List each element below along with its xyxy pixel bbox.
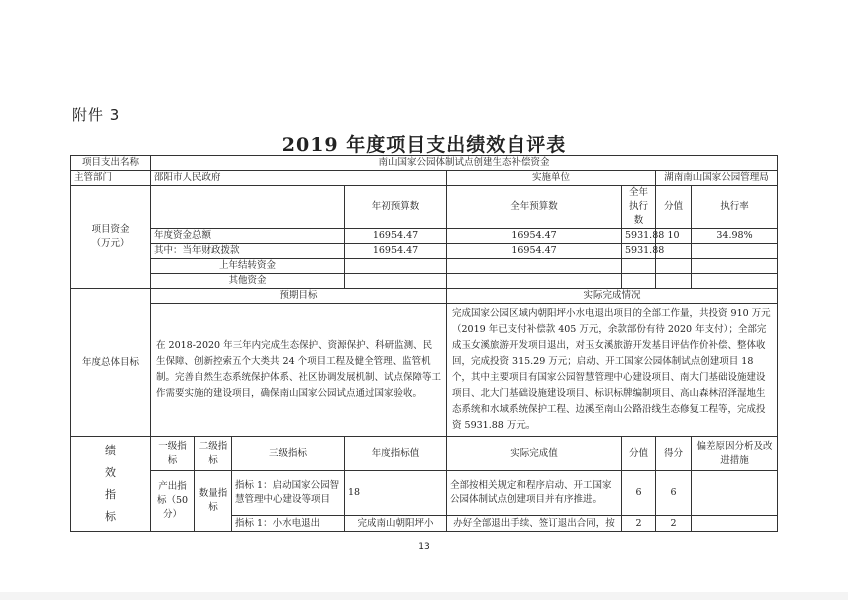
perf-header-target: 年度指标值: [345, 437, 447, 471]
funds-header-annual: 全年预算数: [447, 186, 622, 229]
funds-row-annual: 16954.47: [447, 229, 622, 244]
dept-value: 邵阳市人民政府: [151, 171, 447, 186]
funds-row-rate: [692, 244, 778, 259]
funds-label-line2: （万元）: [91, 238, 130, 249]
evaluation-table: [70, 155, 778, 532]
perf-label-char: 绩: [105, 444, 116, 457]
expected-goal-text: 在 2018-2020 年三年内完成生态保护、资源保护、科研监测、民生保障、创新控索五个大类共 24 个项目工程及健全管理、监管机制。完善自然生态系统保护体系、社区协调发展机制、试点保障等工作需要实施的建设项目，确保南山国家公园试点通过国家验收。: [151, 304, 447, 437]
perf-header-level2: 二级指标: [195, 437, 232, 471]
expected-goal-header: 预期目标: [151, 289, 447, 304]
funds-row-initial: [345, 259, 447, 274]
row-department: [71, 171, 778, 186]
funds-row-executed: [622, 259, 656, 274]
perf-score-value: 2: [622, 516, 656, 532]
actual-completion-header: 实际完成情况: [447, 289, 778, 304]
funds-row-executed: [622, 274, 656, 289]
perf-actual: 全部按相关规定和程序启动、开工国家公园体制试点创建项目并有序推进。: [447, 471, 622, 516]
funds-header-row: [71, 186, 778, 229]
funds-row: [71, 244, 778, 259]
funds-row-score-value: [656, 259, 692, 274]
funds-row: [71, 229, 778, 244]
funds-row: [71, 274, 778, 289]
impl-label: 实施单位: [447, 171, 656, 186]
funds-row-annual: [447, 259, 622, 274]
funds-row-score-value: 10: [656, 229, 692, 244]
perf-level1: 产出指标（50 分）: [151, 471, 195, 532]
funds-row-rate: [692, 274, 778, 289]
perf-header-actual: 实际完成值: [447, 437, 622, 471]
funds-label: [71, 186, 151, 289]
perf-label-char: 效: [105, 466, 116, 479]
perf-header-level1: 一级指标: [151, 437, 195, 471]
funds-row-initial: 16954.47: [345, 244, 447, 259]
goals-header-row: [71, 289, 778, 304]
funds-row-initial: 16954.47: [345, 229, 447, 244]
perf-header-deviation: 偏差原因分析及改进措施: [692, 437, 778, 471]
perf-label: [71, 437, 151, 532]
perf-target: 完成南山朝阳坪小: [345, 516, 447, 532]
actual-completion-text: 完成国家公园区域内朝阳坪小水电退出项目的全部工作量，共投资 910 万元（2019 年已支付补偿款 405 万元，余款部份有待 2020 年支付）；全部完成玉女溪旅游开发项目退出，对玉女溪旅游开发基目评估作价补偿、整体收回，完成投资 315.29 万元；启动、开工国家公园体制试点创建项目 18 个，其中主要项目有国家公园智慧管理中心建设项目、南大门基础设施建设项目、北大门基础设施建设项目、标识标牌编制项目、高山森林沼泽湿地生态系统和水域系统保护工程、边溪至南山公路沿线生态修复工程等，完成投资 5931.88 万元。: [447, 304, 778, 437]
perf-actual: 办好全部退出手续、签订退出合同，按: [447, 516, 622, 532]
funds-row-rate: 34.98%: [692, 229, 778, 244]
funds-label-line1: 项目资金: [91, 224, 130, 235]
funds-header-blank: [151, 186, 345, 229]
perf-indicator: 指标 1：小水电退出: [232, 516, 345, 532]
funds-header-rate: 执行率: [692, 186, 778, 229]
project-name-value: 南山国家公园体制试点创建生态补偿资金: [151, 156, 778, 171]
perf-header-level3: 三级指标: [232, 437, 345, 471]
perf-label-char: 标: [105, 510, 116, 523]
funds-header-executed: 全年执行数: [622, 186, 656, 229]
page-number: 13: [418, 542, 430, 552]
funds-row-name: 年度资金总额: [151, 229, 345, 244]
attachment-label: 附件 3: [72, 106, 121, 124]
goals-label: 年度总体目标: [71, 289, 151, 437]
funds-row-executed: 5931.88: [622, 244, 656, 259]
perf-deviation: [692, 516, 778, 532]
page-bottom-edge: [0, 592, 848, 600]
funds-row-annual: [447, 274, 622, 289]
funds-row-name: 其中：当年财政拨款: [151, 244, 345, 259]
perf-score-value: 6: [622, 471, 656, 516]
funds-row: [71, 259, 778, 274]
funds-header-score-value: 分值: [656, 186, 692, 229]
funds-row-rate: [692, 259, 778, 274]
perf-deviation: [692, 471, 778, 516]
dept-label: 主管部门: [71, 171, 151, 186]
project-name-label: 项目支出名称: [71, 156, 151, 171]
perf-header-score-value: 分值: [622, 437, 656, 471]
perf-row: [71, 471, 778, 516]
perf-level2: 数量指标: [195, 471, 232, 532]
perf-score: 2: [656, 516, 692, 532]
row-project-name: [71, 156, 778, 171]
funds-row-score-value: [656, 274, 692, 289]
funds-row-initial: [345, 274, 447, 289]
page-title: 2019 年度项目支出绩效自评表: [281, 134, 567, 156]
perf-header-row: [71, 437, 778, 471]
funds-row-name: 其他资金: [151, 274, 345, 289]
funds-row-name: 上年结转资金: [151, 259, 345, 274]
goals-content-row: [71, 304, 778, 437]
funds-row-annual: 16954.47: [447, 244, 622, 259]
perf-header-score: 得分: [656, 437, 692, 471]
funds-row-executed: 5931.88: [622, 229, 656, 244]
perf-indicator: 指标 1：启动国家公园智慧管理中心建设等项目: [232, 471, 345, 516]
perf-target: 18: [345, 471, 447, 516]
perf-score: 6: [656, 471, 692, 516]
funds-header-initial: 年初预算数: [345, 186, 447, 229]
perf-label-char: 指: [105, 488, 116, 501]
impl-value: 湖南南山国家公园管理局: [656, 171, 778, 186]
